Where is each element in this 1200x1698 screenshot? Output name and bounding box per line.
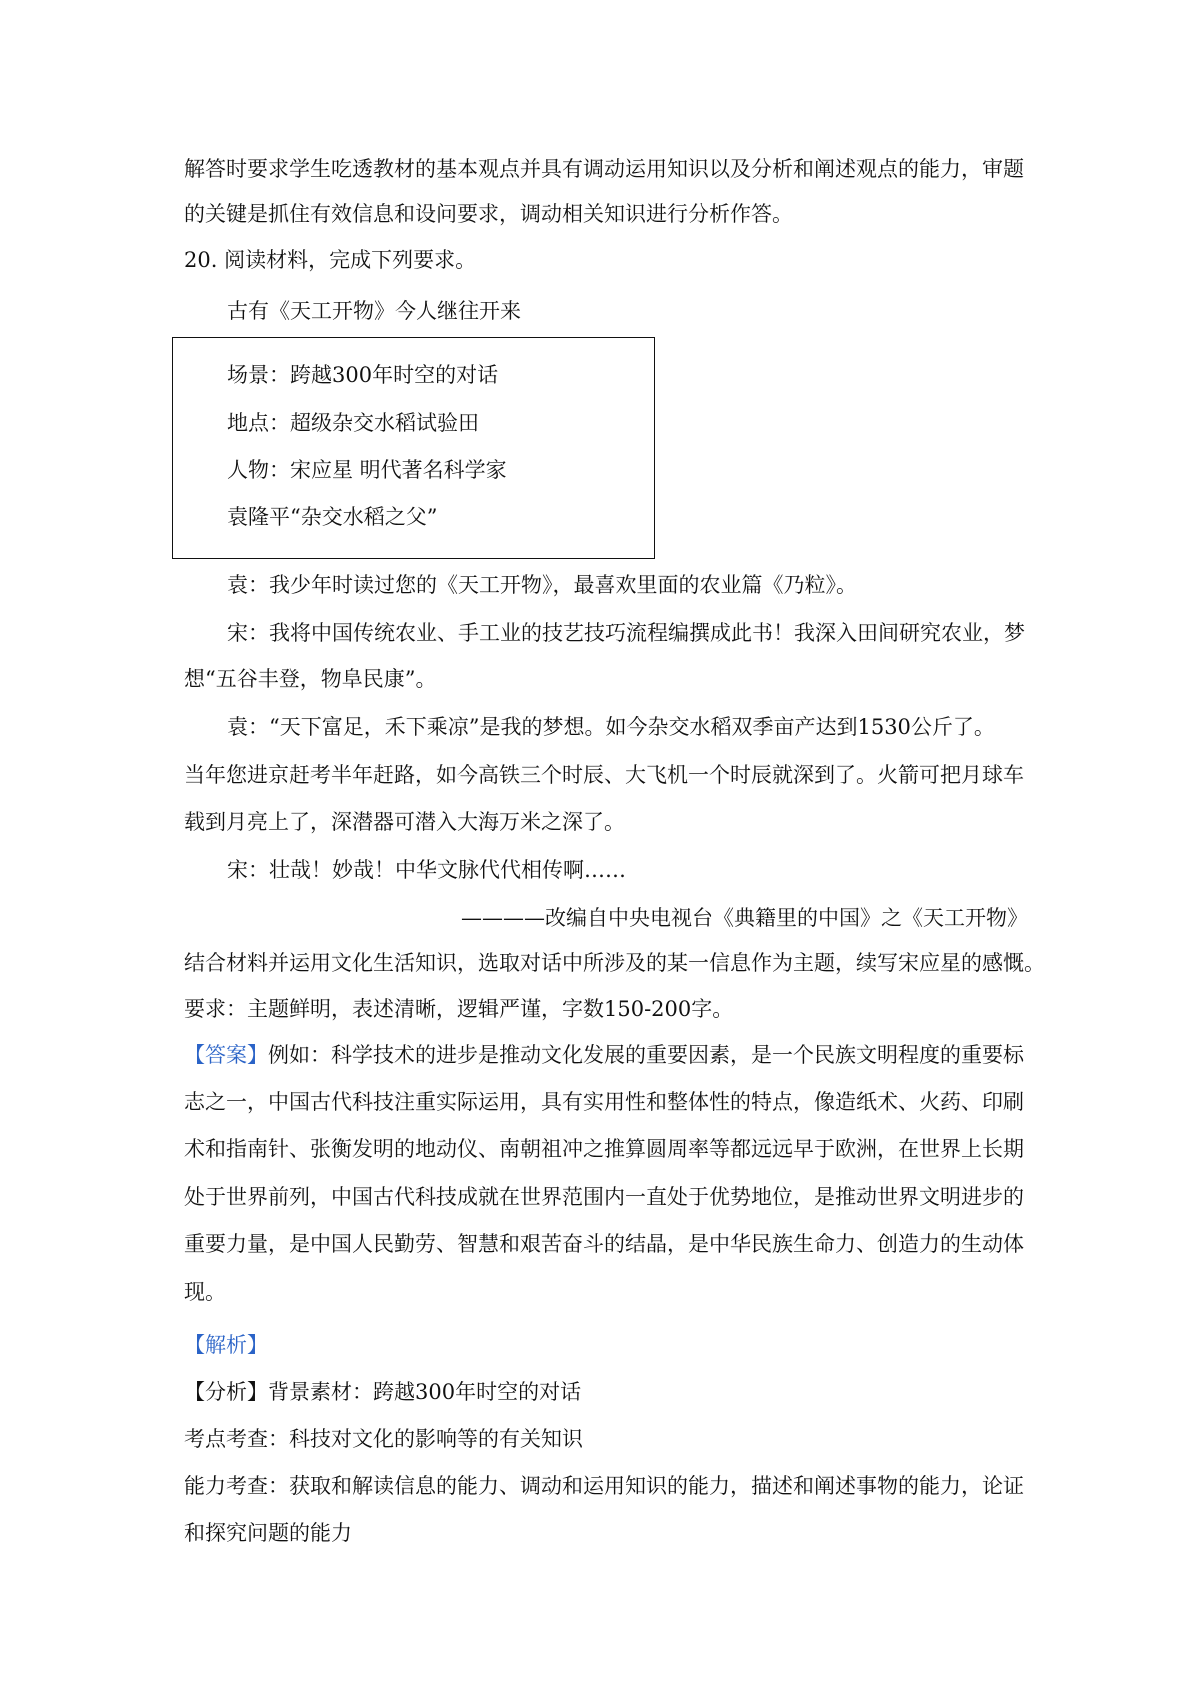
- answer-label: 【答案】: [184, 1043, 268, 1067]
- answer-line-1: [184, 1040, 1024, 1070]
- question-heading: 20. 阅读材料，完成下列要求。: [184, 248, 477, 272]
- dialog-song-1a: 宋：我将中国传统农业、手工业的技艺技巧流程编撰成此书！我深入田间研究农业，梦: [227, 621, 1025, 645]
- analysis-label: 【解析】: [184, 1333, 268, 1357]
- people-line-2: 袁隆平“杂交水稻之父”: [227, 505, 438, 529]
- scene-line: 场景：跨越300年时空的对话: [227, 363, 499, 387]
- task-line-2: 要求：主题鲜明，表述清晰，逻辑严谨，字数150-200字。: [184, 997, 734, 1021]
- task-line-1: 结合材料并运用文化生活知识，选取对话中所涉及的某一信息作为主题，续写宋应星的感慨。: [184, 951, 1045, 975]
- scene-box: [172, 337, 655, 559]
- material-title: 古有《天工开物》今人继往开来: [227, 299, 521, 323]
- analysis-line-2: 考点考查：科技对文化的影响等的有关知识: [184, 1427, 583, 1451]
- material-source: ————改编自中央电视台《典籍里的中国》之《天工开物》: [461, 906, 1028, 930]
- answer-text-1: 例如：科学技术的进步是推动文化发展的重要因素，是一个民族文明程度的重要标: [268, 1043, 1024, 1067]
- intro-line-2: 的关键是抓住有效信息和设问要求，调动相关知识进行分析作答。: [184, 202, 793, 226]
- answer-line-4: 处于世界前列，中国古代科技成就在世界范围内一直处于优势地位，是推动世界文明进步的: [184, 1185, 1024, 1209]
- answer-line-2: 志之一，中国古代科技注重实际运用，具有实用性和整体性的特点，像造纸术、火药、印刷: [184, 1090, 1024, 1114]
- dialog-yuan-2c: 载到月亮上了，深潜器可潜入大海万米之深了。: [184, 810, 625, 834]
- people-line-1: 人物：宋应星 明代著名科学家: [227, 458, 507, 482]
- analysis-line-3: 能力考查：获取和解读信息的能力、调动和运用知识的能力，描述和阐述事物的能力，论证: [184, 1474, 1024, 1498]
- dialog-song-1b: 想“五谷丰登，物阜民康”。: [184, 667, 437, 691]
- dialog-yuan-2a: 袁：“天下富足，禾下乘凉”是我的梦想。如今杂交水稻双季亩产达到1530公斤了。: [227, 715, 995, 739]
- place-line: 地点：超级杂交水稻试验田: [227, 411, 479, 435]
- answer-line-6: 现。: [184, 1280, 226, 1304]
- dialog-yuan-1: 袁：我少年时读过您的《天工开物》，最喜欢里面的农业篇《乃粒》。: [227, 573, 857, 597]
- analysis-line-4: 和探究问题的能力: [184, 1521, 352, 1545]
- answer-line-5: 重要力量，是中国人民勤劳、智慧和艰苦奋斗的结晶，是中华民族生命力、创造力的生动体: [184, 1232, 1024, 1256]
- analysis-line-1: 【分析】背景素材：跨越300年时空的对话: [184, 1380, 582, 1404]
- intro-line-1: 解答时要求学生吃透教材的基本观点并具有调动运用知识以及分析和阐述观点的能力，审题: [184, 157, 1024, 181]
- answer-line-3: 术和指南针、张衡发明的地动仪、南朝祖冲之推算圆周率等都远远早于欧洲，在世界上长期: [184, 1137, 1024, 1161]
- dialog-song-2: 宋：壮哉！妙哉！中华文脉代代相传啊……: [227, 858, 626, 882]
- dialog-yuan-2b: 当年您进京赶考半年赶路，如今高铁三个时辰、大飞机一个时辰就深到了。火箭可把月球车: [184, 763, 1024, 787]
